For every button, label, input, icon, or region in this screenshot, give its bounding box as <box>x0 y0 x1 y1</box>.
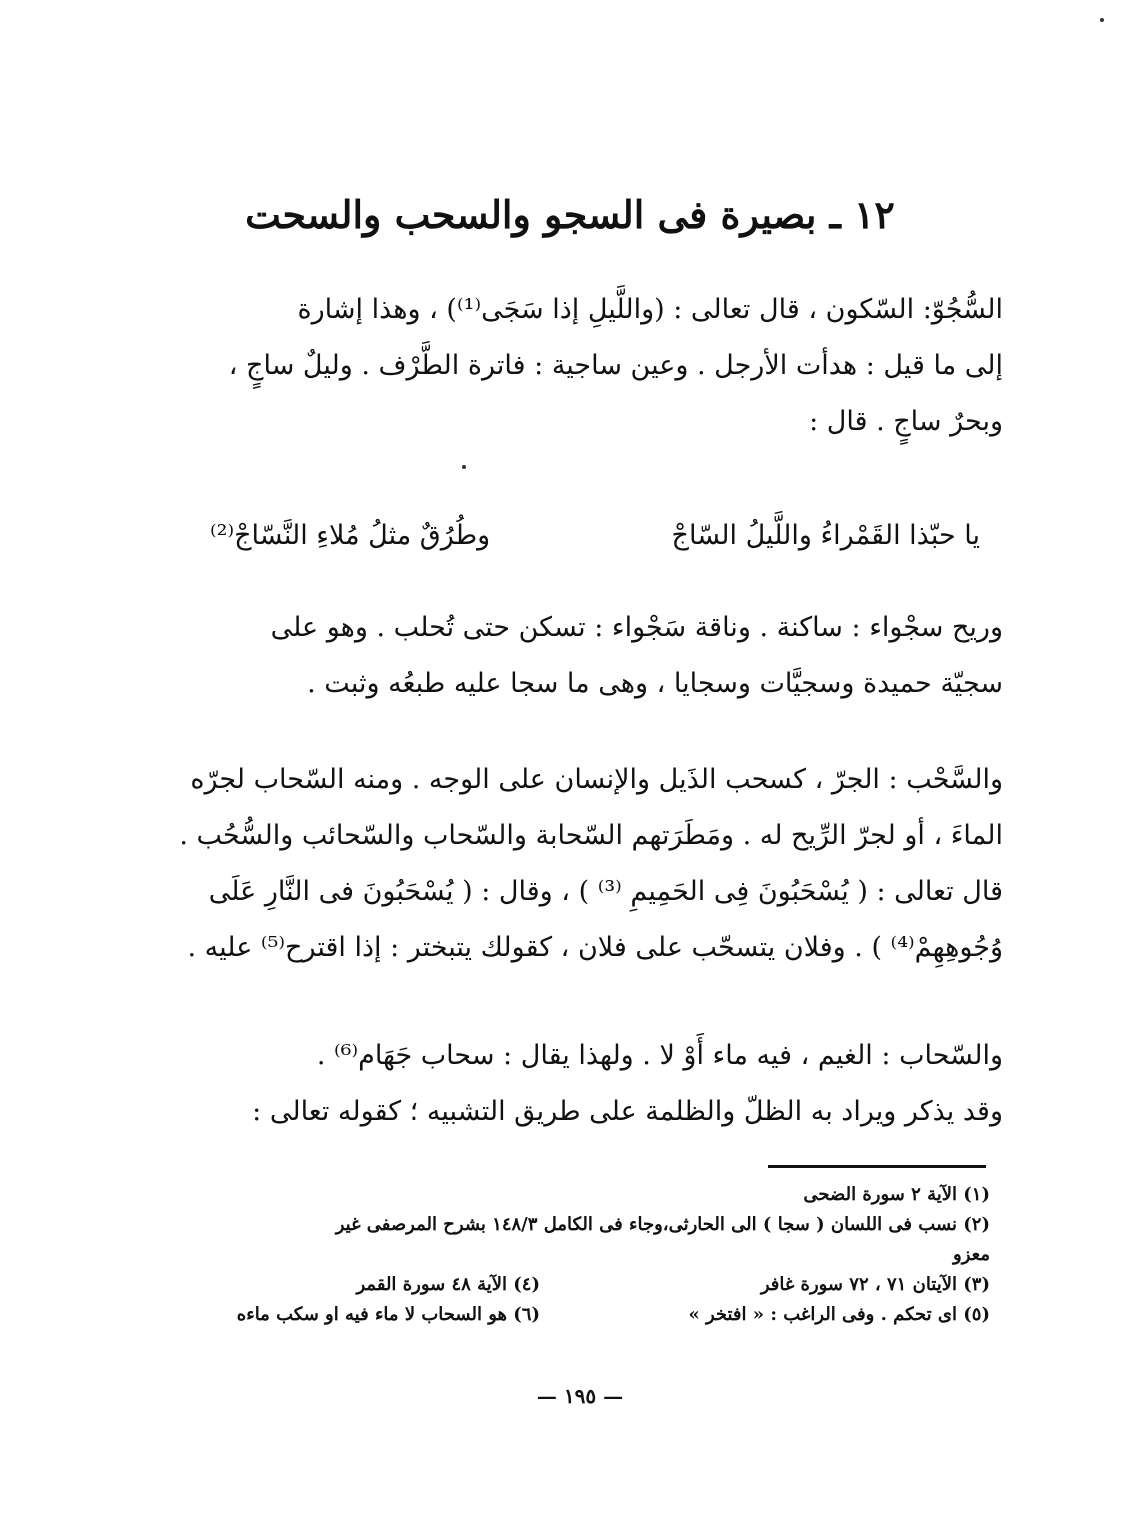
text-line: الماءَ ، أو لجرّ الرِّيح له . ومَطَرَتهم السّحابة والسّحاب والسّحائب والسُّحُب . <box>179 820 1003 851</box>
text-line: وريح سجْواء : ساكنة . وناقة سَجْواء : تسكن حتى تُحلب . وهو على <box>270 612 1003 643</box>
footnote-4: (٤) الآية ٤٨ سورة القمر <box>356 1274 540 1295</box>
footnotes <box>145 1180 990 1330</box>
text-line: سجيّة حميدة وسجيَّات وسجايا ، وهى ما سجا عليه طبعُه وثبت . <box>307 668 1003 699</box>
scan-speck <box>462 465 466 469</box>
footnote-5: (٥) اى تحكم . وفى الراغب : « افتخر » <box>688 1304 990 1325</box>
paragraph-sahb <box>135 752 1003 976</box>
footnote-row-5-6 <box>145 1300 990 1330</box>
scan-speck <box>1100 18 1104 22</box>
footnote-3: (٣) الآيتان ٧١ ، ٧٢ سورة غافر <box>760 1274 990 1295</box>
text-line: إلى ما قيل : هدأت الأرجل . وعين ساجية : فاترة الطَّرْف . وليلٌ ساجٍ ، <box>228 350 1003 381</box>
text-line: السُّجُوّ: السّكون ، قال تعالى : (واللَّيلِ إذا سَجَى⁽¹⁾) ، وهذا إشارة <box>297 294 1003 325</box>
footnote-1: (١) الآية ٢ سورة الضحى <box>803 1184 990 1205</box>
text-line: والسَّحْب : الجرّ ، كسحب الذَيل والإنسان على الوجه . ومنه السّحاب لجرّه <box>190 764 1003 795</box>
verse-hemistich-first: يا حبّذا القَمْراءُ واللَّيلُ السّاجْ <box>671 520 980 551</box>
text-line: قال تعالى : ( يُسْحَبُونَ فِى الحَمِيمِ ⁽³⁾ ) ، وقال : ( يُسْحَبُونَ فى النَّارِ عَلَى <box>208 876 1003 907</box>
paragraph-sahab <box>135 1028 1003 1140</box>
footnote-row-3-4 <box>145 1270 990 1300</box>
page-number: — ١٩٥ — <box>536 1384 624 1408</box>
footnote-divider <box>768 1165 986 1168</box>
footnote-6: (٦) هو السحاب لا ماء فيه او سكب ماءه <box>236 1304 540 1325</box>
text-line: وقد يذكر ويراد به الظلّ والظلمة على طريق التشبيه ؛ كقوله تعالى : <box>252 1096 1003 1127</box>
text-line: وُجُوهِهِمْ⁽⁴⁾ ) . وفلان يتسحّب على فلان ، كقولك يتبختر : إذا اقترح⁽⁵⁾ عليه . <box>187 932 1003 963</box>
section-title: ١٢ ـ بصيرة فى السجو والسحب والسحت <box>245 192 895 237</box>
text-line: وبحرٌ ساجٍ . قال : <box>809 406 1003 437</box>
text-line: والسّحاب : الغيم ، فيه ماء أَوْ لا . ولهذا يقال : سحاب جَهَام⁽⁶⁾ . <box>316 1040 1003 1071</box>
footnote-2-continuation: معزو <box>953 1244 990 1265</box>
verse-hemistich-second: وطُرُقٌ مثلُ مُلاءِ النَّسّاجْ⁽²⁾ <box>210 520 491 551</box>
paragraph-sujuw <box>135 282 1003 450</box>
paragraph-sajiyya <box>135 600 1003 712</box>
footnote-2: (٢) نسب فى اللسان ( سجا ) الى الحارثى،وجاء فى الكامل ١٤٨/٣ بشرح المرصفى غير <box>335 1214 990 1235</box>
